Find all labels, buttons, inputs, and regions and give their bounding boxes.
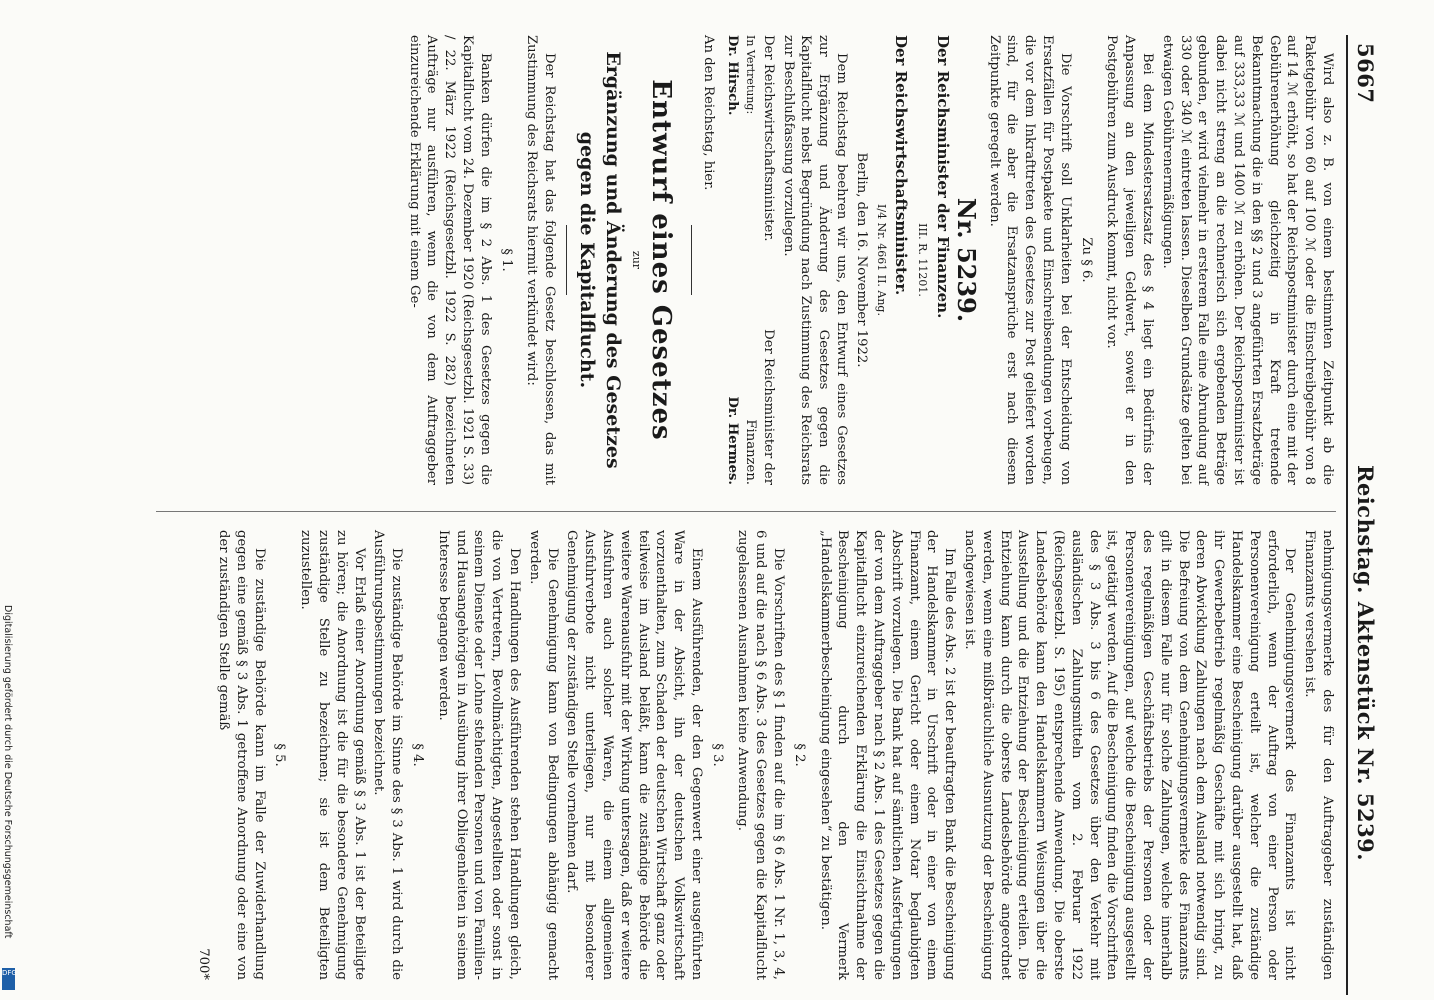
separator [566,225,567,295]
right-column [192,530,1336,980]
dfg-logo: DFG [2,968,15,990]
section-heading: Zu § 6. [1078,237,1094,283]
signature-left-sub: In Vertretung: [744,35,758,115]
column-divider [156,511,1336,512]
left-column [403,35,1336,485]
rotated-page [100,35,1380,995]
reference-2: I/4 Nr. 4661 II. Ang. [874,204,888,316]
draft-title: Entwurf eines Gesetzes [645,79,676,441]
page-title: Reichstag. Aktenstück Nr. 5239. [1353,465,1378,862]
paragraph: nehmigungsvermerke des für den Auftraggeber zuständigen Finanzamts versehen ist. [1302,530,1335,980]
paragraph: Der Genehmigungsvermerk des Finanzamts ist nicht erforderlich, wenn der Auftrag von einer Person oder Personenvereinigung erteilt ist, welcher die zuständige Handelskammer eine Bescheinigung darüber ausgestellt hat, daß ihr Gewerbebetrieb regelmäßig Geschäfte mit sich bringt, zu deren Abwicklung Zahlungen nach dem Ausland notwendig sind. Die Befreiung von dem Genehmigungsvermerke des Finanzamts gilt in diesem Falle nur für solche Zahlungen, welche innerhalb des regelmäßigen Geschäftsbetriebs der Personen oder der Personenvereinigungen, auf welche die Bescheinigung ausgestellt ist, getätigt werden. Auf die Bescheinigung finden die Vorschriften des § 3 Abs. 3 bis 6 des Gesetzes über den Verkehr mit ausländischen Zahlungsmitteln vom 2. Februar 1922 (Reichsgesetzbl. S. 195) entsprechende Anwendung. Die oberste Landesbehörde kann den Handelskammern Weisungen über die Ausstellung und die Entziehung der Bescheinigung erteilen. Die Entziehung kann durch die oberste Landesbehörde angeordnet werden, wenn eine mißbräuchliche Ausnutzung der Bescheinigung nachgewiesen ist. [962,530,1298,980]
draft-topic-1: Ergänzung und Änderung des Gesetzes [602,51,625,469]
paragraph: Die Vorschrift soll Unklarheiten bei der Entscheidung von Ersatzfällen für Postpakete und Einschreibsendungen vorbeugen, die vor dem Inkrafttreten des Gesetzes zur Post geliefert worden sind, für die aber die Ersatzansprüche erst nach diesem Zeitpunkte geregelt werden. [986,35,1073,485]
digitization-note-text: Digitalisierung gefördert durch die Deutsche Forschungsgemeinschaft [2,605,13,939]
paragraph: Die zuständige Behörde im Sinne des § 3 Abs. 1 wird durch die Ausführungsbestimmungen bezeichnet. [371,530,405,980]
signature-left-title: Der Reichswirtschaftsminister. [760,35,776,242]
paragraph: Wird also z. B. von einem bestimmten Zeitpunkt ab die Paketgebühr von 60 auf 100 ℳ oder die Einschreibgebühr von 8 auf 14 ℳ erhöht, so hat der Reichspostminister durch eine mit der Gebührenerhöhung gleichzeitig in Kraft tretende Bekanntmachung die in den §§ 2 und 3 angeführten Ersatzbeträge auf 333,33 ℳ und 1400 ℳ zu erhöhen. Der Reichspostminister ist dabei nicht streng an die rechnerisch sich ergebenden Beträge gebunden, er wird vielmehr in ersterem Falle eine Abrundung auf 330 oder 340 ℳ eintreten lassen. Dieselben Grundsätze gelten bei etwaigen Gebührenermäßigungen. [1159,35,1335,485]
page-mark: 700* [196,948,212,980]
addressee: An den Reichstag, hier. [701,35,717,191]
paragraph: Vor Erlaß einer Anordnung gemäß § 3 Abs. 1 ist der Beteiligte zu hören; die Anordnung ist die für die besondere Genehmigung zuständige Stelle zu bezeichnen; sie ist dem Beteiligten zuzustellen. [298,530,367,980]
section-heading: § 4. [409,743,425,767]
section-heading: § 1. [498,248,514,272]
paragraph: Den Handlungen des Ausführenden stehen Handlungen gleich, die von Vertretern, Bevollmächtigten, Angestellten oder sonst in seinem Dienste oder Lohne stehenden Personen und von Familien- und Hausangehörigen in Ausübung ihrer Obliegenheiten in seinem Interesse begangen werden. [435,530,522,980]
sender-2: Der Reichswirtschaftsminister. [892,35,911,296]
paragraph: Im Falle des Abs. 2 ist der beauftragten Bank die Bescheinigung der Handelskammer in Urschrift oder in einer von einem Finanzamt, einem Gericht oder einem Notar beglaubigten Abschrift vorzulegen. Die Bank hat auf sämtlichen Ausfertigungen der von dem Auftraggeber nach § 2 Abs. 1 des Gesetzes gegen die Kapitalflucht einzureichenden Erklärung die Einsichtnahme der Bescheinigung durch den Vermerk „Handelskammerbescheinigung eingesehen“ zu bestätigen. [817,530,958,980]
draft-zur: zur [629,250,643,270]
document-number: Nr. 5239. [951,197,981,323]
section-heading: § 2. [791,743,807,767]
paragraph: Bei dem Mindestersatzsatz des § 4 liegt ein Bedürfnis der Anpassung an den jeweiligen Geldwert, soweit er in den Postgebühren zum Ausdruck kommt, nicht vor. [1104,35,1156,485]
reference: III. R. 11201. [916,223,930,297]
paragraph: Die Vorschriften des § 1 finden auf die im § 6 Abs. 1 Nr. 1, 3, 4, 6 und auf die nach § 6 Abs. 3 des Gesetzes gegen die Kapitalflucht zugelassenen Ausnahmen keine Anwendung. [735,530,787,980]
digitization-note [2,605,14,995]
signatures [724,35,777,485]
paragraph: Die zuständige Behörde kann im Falle der Zuwiderhandlung gegen eine gemäß § 3 Abs. 1 getroffene Anordnung oder eine von der zuständigen Stelle gemäß [215,530,267,980]
paragraph: Banken dürfen die im § 2 Abs. 1 des Gesetzes gegen die Kapitalflucht vom 24. Dezember 1920 (Reichsgesetzbl. 1921 S. 33) / 22. März 1922 (Reichsgesetzbl. 1922 S. 282) bezeichneten Aufträge nur ausführen, wenn die von dem Auftraggeber einzureichende Erklärung mit einem Ge- [406,35,493,485]
paragraph: Die Genehmigung kann von Bedingungen abhängig gemacht werden. [526,530,560,980]
letter-text: Dem Reichstag beehren wir uns, den Entwurf eines Gesetzes zur Ergänzung und Änderung des Gesetzes gegen die Kapitalflucht nebst Begründung nach Zustimmung des Reichsrats zur Beschlußfassung vorzulegen. [780,35,850,485]
page-header [1346,35,1380,995]
sender: Der Reichsminister der Finanzen. [934,35,953,319]
signature-right-name: Dr. Hermes. [725,396,741,485]
date-line: Berlin, den 16. November 1922. [853,152,869,368]
page-number: 5667 [1353,43,1378,104]
signature-right-title: Der Reichsminister der Finanzen. [743,329,776,485]
separator [691,225,692,295]
paragraph: Einem Ausführenden, der den Gegenwert einer ausgeführten Ware in der Absicht, ihn der deutschen Volkswirtschaft vorzuenthalten, zum Schaden der deutschen Wirtschaft ganz oder teilweise im Ausland beläßt, kann die zuständige Behörde die weitere Warenausfuhr mit der Wirkung untersagen, daß er weitere Ausfuhren auch solcher Waren, die einem allgemeinen Ausfuhrverbote nicht unterliegen, nur mit besonderer Genehmigung der zuständigen Stelle vornehmen darf. [564,530,704,980]
section-heading: § 5. [272,743,288,767]
header-rule [1346,35,1348,995]
draft-topic-2: gegen die Kapitalflucht. [576,131,599,389]
section-heading: § 3. [709,743,725,767]
signature-left-name: Dr. Hirsch. [725,35,741,116]
enactment-text: Der Reichstag hat das folgende Gesetz beschlossen, das mit Zustimmung des Reichsrats hiermit verkündet wird: [524,35,558,485]
